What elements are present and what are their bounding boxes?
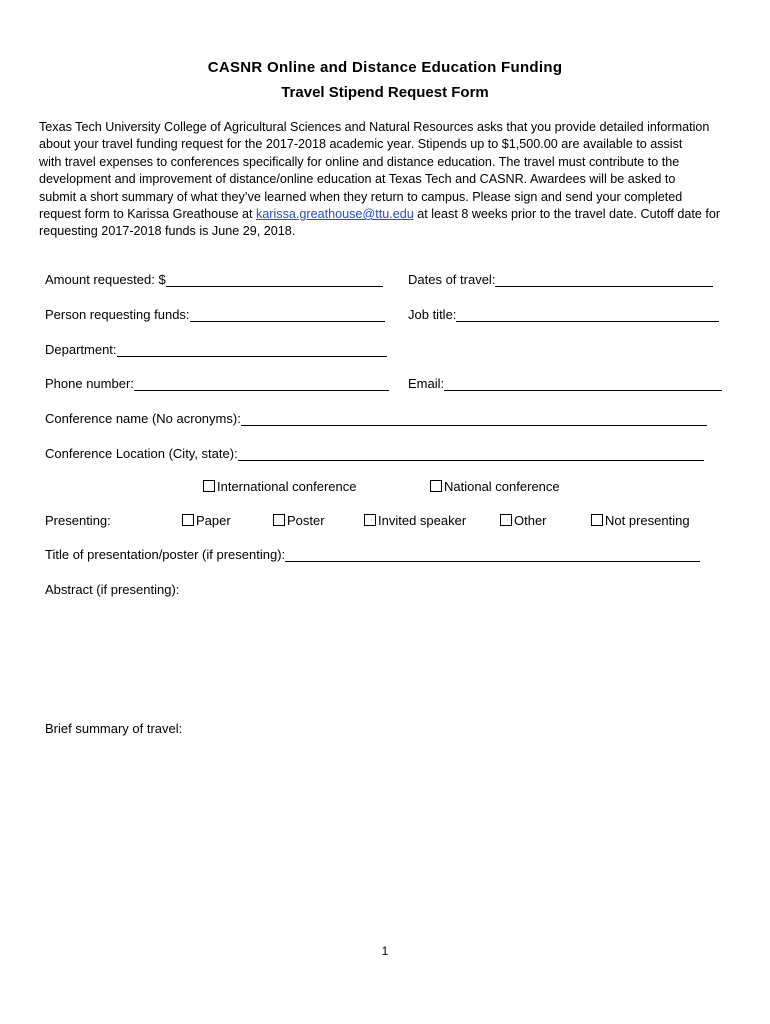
page-number: 1 bbox=[381, 944, 389, 958]
person-label: Person requesting funds: bbox=[45, 307, 190, 322]
intro-text: request form to Karissa Greathouse at bbox=[39, 207, 256, 222]
conference-name-label: Conference name (No acronyms): bbox=[45, 411, 241, 426]
not-presenting-label: Not presenting bbox=[605, 513, 690, 528]
form-title: CASNR Online and Distance Education Funding bbox=[207, 59, 563, 76]
amount-field bbox=[45, 272, 383, 287]
intro-line bbox=[39, 206, 729, 223]
email-input-line[interactable] bbox=[444, 376, 722, 391]
person-input-line[interactable] bbox=[190, 307, 385, 322]
intro-line: requesting 2017-2018 funds is June 29, 2018. bbox=[39, 224, 296, 239]
paper-option[interactable] bbox=[182, 513, 231, 528]
other-label: Other bbox=[514, 513, 547, 528]
intro-text: at least 8 weeks prior to the travel date. Cutoff date for bbox=[413, 207, 721, 222]
email-link[interactable]: karissa.greathouse@ttu.edu bbox=[256, 207, 414, 222]
conference-location-field bbox=[45, 446, 704, 461]
presenting-label: Presenting: bbox=[45, 513, 111, 528]
invited-speaker-option[interactable] bbox=[364, 513, 466, 528]
invited-speaker-checkbox[interactable] bbox=[364, 514, 376, 526]
poster-label: Poster bbox=[287, 513, 325, 528]
international-option[interactable] bbox=[203, 479, 356, 494]
email-label: Email: bbox=[408, 376, 445, 391]
conference-name-input-line[interactable] bbox=[241, 411, 707, 426]
not-presenting-option[interactable] bbox=[591, 513, 690, 528]
person-field bbox=[45, 307, 385, 322]
intro-line: development and improvement of distance/online education at Texas Tech and CASNR. Awardees will be asked to bbox=[39, 172, 676, 187]
dates-field bbox=[408, 272, 713, 287]
department-input-line[interactable] bbox=[117, 342, 387, 357]
invited-speaker-label: Invited speaker bbox=[378, 513, 467, 528]
intro-line: submit a short summary of what they’ve learned when they return to campus. Please sign and send your completed bbox=[39, 189, 683, 204]
form-subtitle: Travel Stipend Request Form bbox=[281, 84, 489, 101]
presentation-title-input-line[interactable] bbox=[285, 547, 700, 562]
conference-location-input-line[interactable] bbox=[238, 446, 704, 461]
department-label: Department: bbox=[45, 342, 117, 357]
dates-label: Dates of travel: bbox=[408, 272, 496, 287]
poster-option[interactable] bbox=[273, 513, 325, 528]
poster-checkbox[interactable] bbox=[273, 514, 285, 526]
conference-name-field bbox=[45, 411, 707, 426]
amount-label: Amount requested: $ bbox=[45, 272, 166, 287]
phone-field bbox=[45, 376, 389, 391]
paper-label: Paper bbox=[196, 513, 231, 528]
international-checkbox[interactable] bbox=[203, 480, 215, 492]
presentation-title-label: Title of presentation/poster (if presenting): bbox=[45, 547, 286, 562]
not-presenting-checkbox[interactable] bbox=[591, 514, 603, 526]
presentation-title-field bbox=[45, 547, 700, 562]
conference-location-label: Conference Location (City, state): bbox=[45, 446, 238, 461]
job-label: Job title: bbox=[408, 307, 457, 322]
intro-line: Texas Tech University College of Agricultural Sciences and Natural Resources asks that you provide detailed information bbox=[39, 120, 710, 134]
dates-input-line[interactable] bbox=[495, 272, 713, 287]
amount-input-line[interactable] bbox=[166, 272, 383, 287]
other-checkbox[interactable] bbox=[500, 514, 512, 526]
phone-label: Phone number: bbox=[45, 376, 134, 391]
abstract-label: Abstract (if presenting): bbox=[45, 582, 180, 597]
department-field bbox=[45, 342, 387, 357]
job-field bbox=[408, 307, 719, 322]
intro-paragraph bbox=[39, 119, 729, 241]
job-input-line[interactable] bbox=[456, 307, 719, 322]
intro-line: about your travel funding request for the 2017-2018 academic year. Stipends up to $1,500.00 are available to assist bbox=[39, 137, 683, 152]
international-label: International conference bbox=[217, 479, 357, 494]
national-checkbox[interactable] bbox=[430, 480, 442, 492]
summary-label: Brief summary of travel: bbox=[45, 721, 183, 736]
national-option[interactable] bbox=[430, 479, 560, 494]
national-label: National conference bbox=[444, 479, 560, 494]
other-option[interactable] bbox=[500, 513, 547, 528]
paper-checkbox[interactable] bbox=[182, 514, 194, 526]
phone-input-line[interactable] bbox=[134, 376, 389, 391]
intro-line: with travel expenses to conferences specifically for online and distance education. The travel must contribute to the bbox=[39, 154, 680, 169]
email-field bbox=[408, 376, 722, 391]
